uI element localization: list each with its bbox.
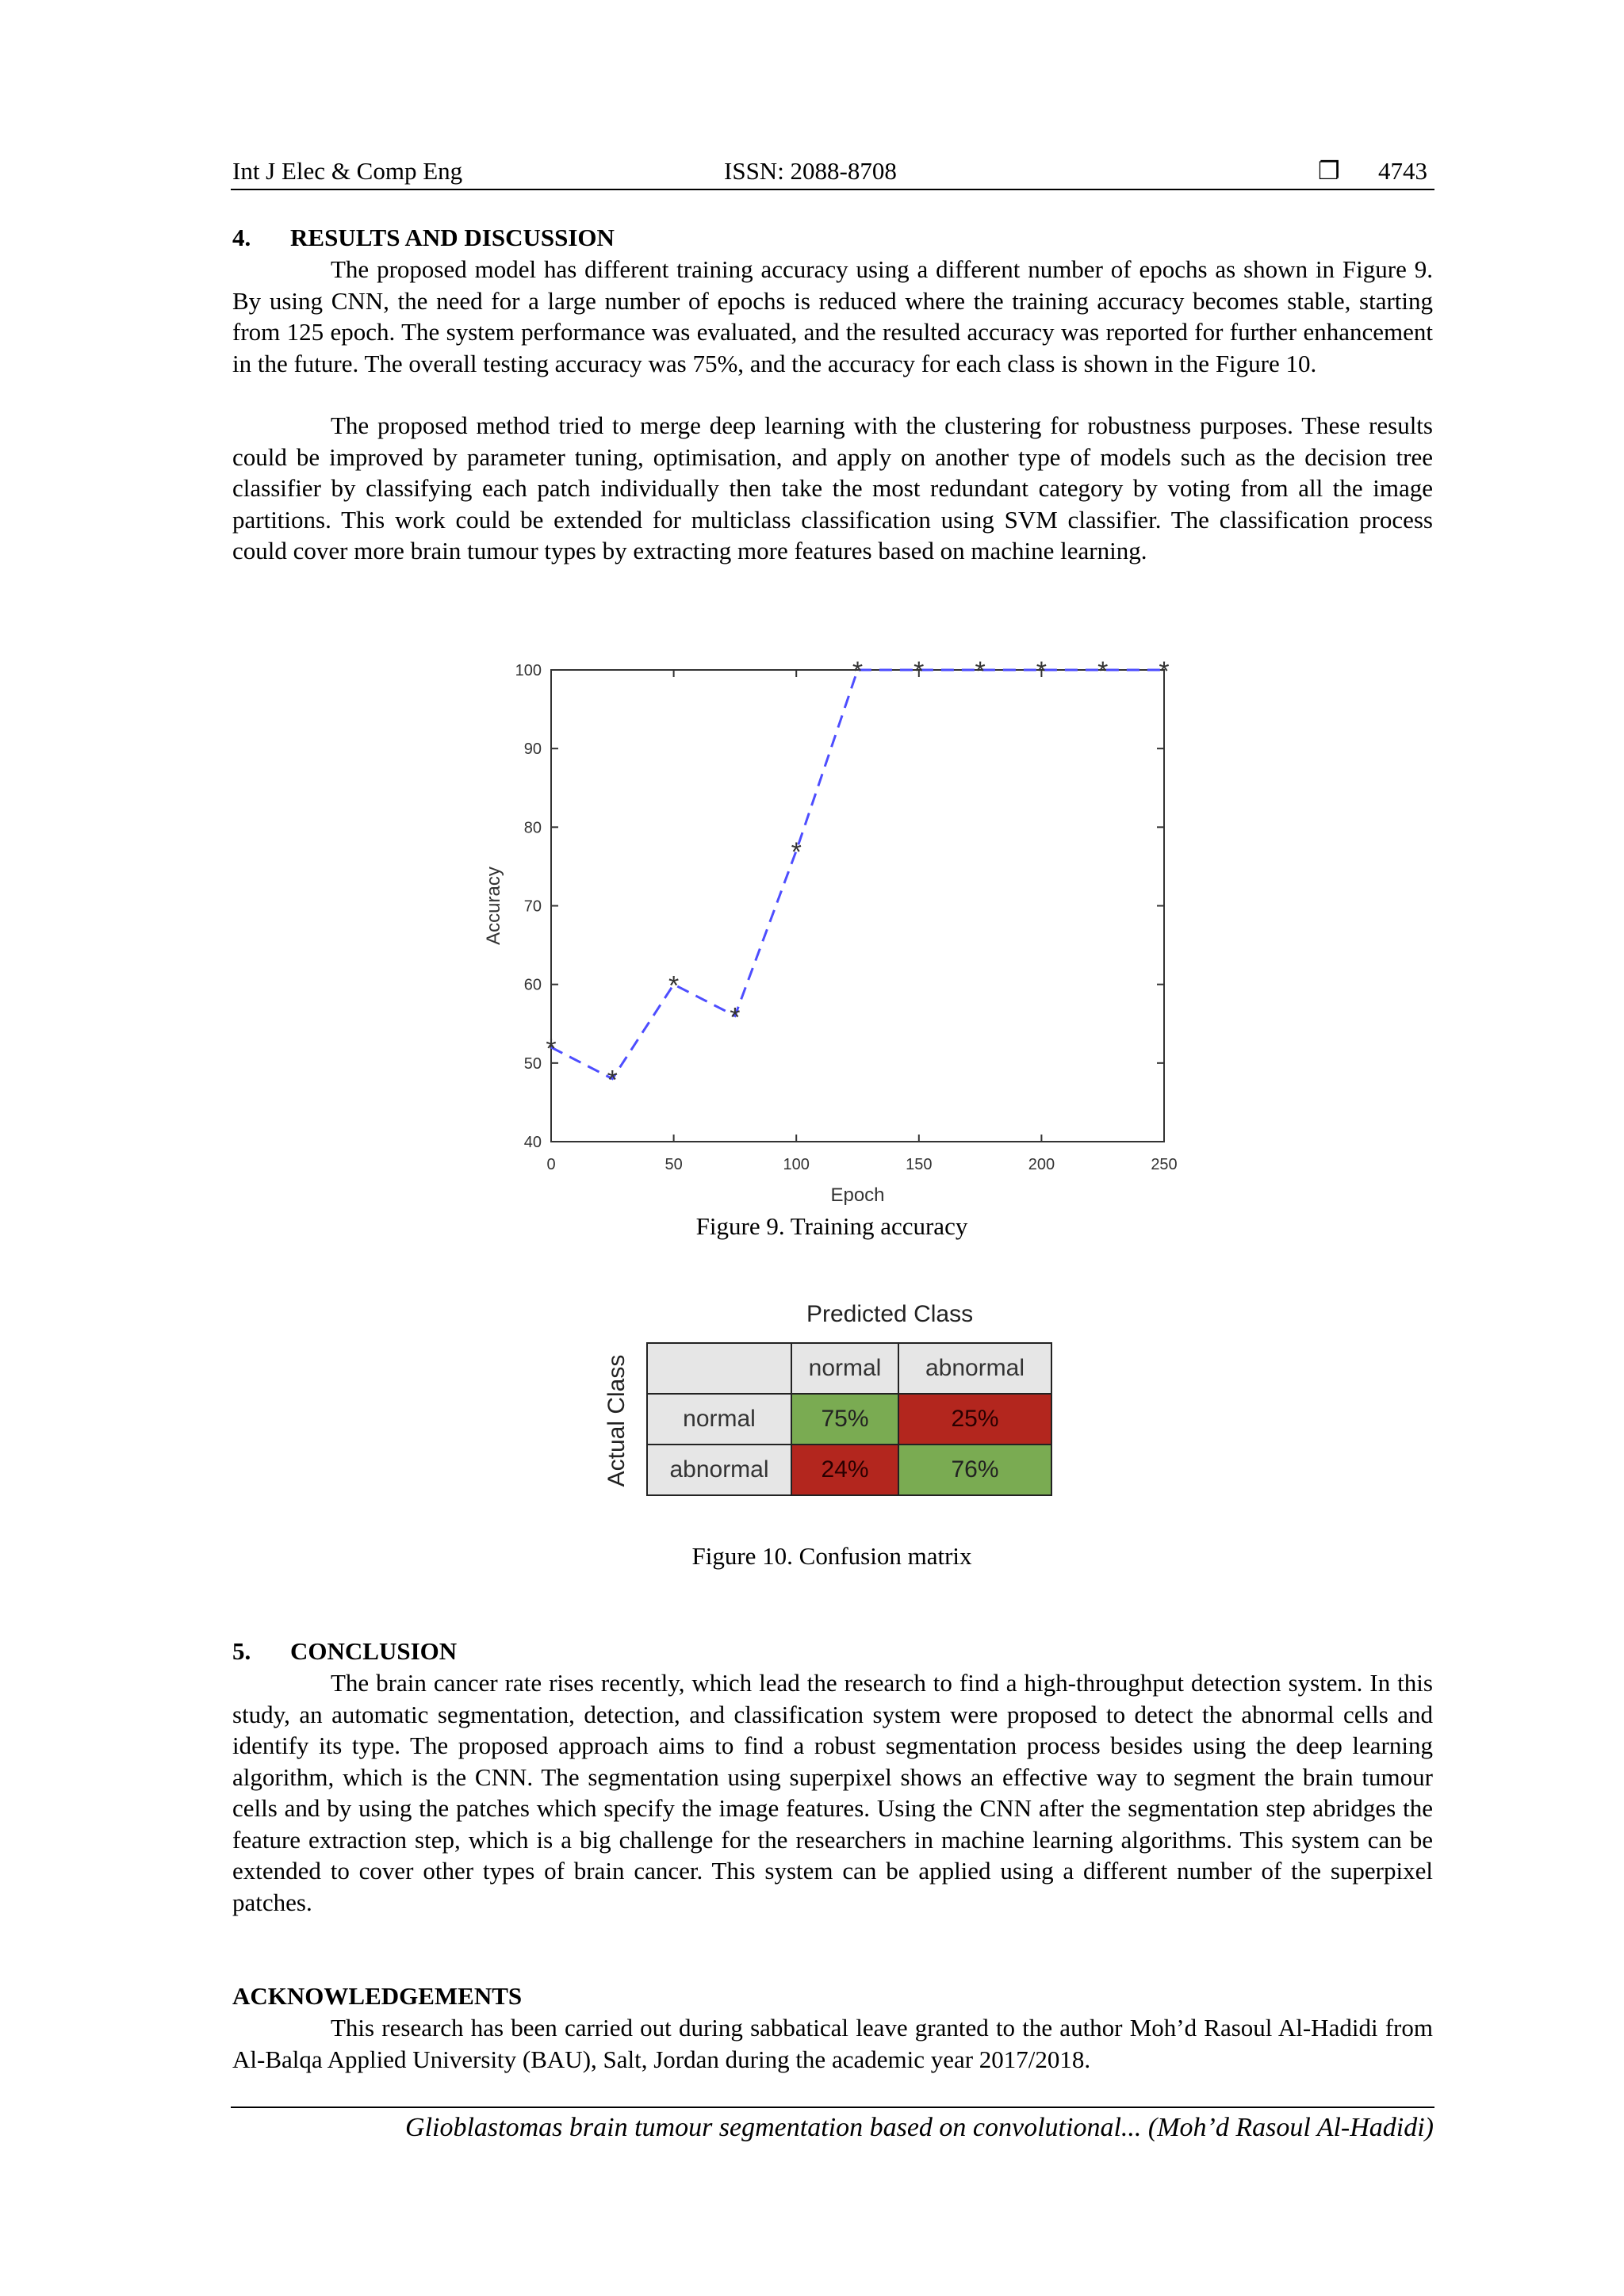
y-tick-label: 60 [523,976,542,994]
section-symbol-icon: ❐ [1318,157,1340,185]
x-tick-label: 100 [783,1156,810,1173]
data-point: * [1036,656,1048,687]
header-rule [231,189,1434,190]
data-point: * [852,656,864,687]
x-tick-label: 250 [1151,1156,1178,1173]
matrix-cell: 24% [791,1444,899,1496]
actual-class-label: Actual Class [603,1354,630,1487]
matrix-corner-cell [646,1342,792,1395]
figure10-caption: Figure 10. Confusion matrix [691,1542,972,1570]
y-axis-label: Accuracy [483,867,504,945]
results-paragraph-2: The proposed method tried to merge deep learning with the clustering for robustness purposes. These results could be improved by parameter tuning, optimisation, and apply on another type of models such as the decision tree classifier by classifying each patch individually then take the most redundant category by voting from all the image partitions. This work could be extended for multiclass classification using SVM classifier. The classification process could cover more brain tumour types by extracting more features based on machine learning. [232,411,1433,564]
y-tick-label: 40 [523,1134,542,1151]
conclusion-paragraph: The brain cancer rate rises recently, which lead the research to find a high-throughput detection system. In this study, an automatic segmentation, detection, and classification system were proposed to detect the abnormal cells and identify its type. The proposed approach aims to find a robust segmentation process besides using the deep learning algorithm, which is the CNN. The segmentation using superpixel shows an effective way to segment the brain tumour cells and by using the patches which specify the image features. Using the CNN after the segmentation step abridges the feature extraction step, which is a big challenge for the researchers in machine learning algorithms. This system can be extended to cover other types of brain cancer. This system can be applied using a different number of the superpixel patches. [232,1669,1433,1916]
page-number: 4743 [1378,157,1427,185]
conclusion-number: 5. [232,1637,251,1665]
matrix-row-header: normal [646,1393,792,1445]
results-paragraph-1: The proposed model has different training accuracy using a different number of epochs as shown in Figure 9. By using CNN, the need for a large number of epochs is reduced where the training accuracy becomes stable, starting from 125 epoch. The system performance was evaluated, and the resulted accuracy was reported for further enhancement in the future. The overall testing accuracy was 75%, and the accuracy for each class is shown in the Figure 10. [232,255,1433,377]
matrix-col-header: normal [791,1342,899,1395]
x-axis-label: Epoch [830,1184,885,1206]
data-point: * [668,970,680,1001]
data-point: * [914,656,925,687]
running-footer: Glioblastomas brain tumour segmentation based on convolutional... (Moh’d Rasoul Al-Hadidi) [405,2113,1434,2142]
results-heading [232,222,615,254]
x-tick-label: 150 [906,1156,933,1173]
y-tick-label: 90 [523,740,542,759]
figure9-caption: Figure 9. Training accuracy [695,1212,968,1240]
y-tick-label: 50 [523,1054,542,1073]
acknowledgements-heading: ACKNOWLEDGEMENTS [232,1982,523,2010]
y-tick-label: 70 [523,897,542,916]
x-tick-label: 50 [665,1156,683,1173]
conclusion-heading [232,1636,457,1667]
data-point: * [1097,656,1109,687]
matrix-col-header: abnormal [898,1342,1052,1395]
data-point: * [730,1002,741,1033]
journal-name: Int J Elec & Comp Eng [232,157,463,185]
results-number: 4. [232,224,251,251]
x-tick-label: 200 [1028,1156,1055,1173]
conclusion-title: CONCLUSION [290,1637,458,1665]
acknowledgements-paragraph: This research has been carried out during sabbatical leave granted to the author Moh’d Rasoul Al-Hadidi from Al-Balqa Applied University (BAU), Salt, Jordan during the academic year 2017/2018. [232,2014,1433,2073]
matrix-cell: 25% [898,1393,1052,1445]
footer-rule [231,2107,1434,2108]
y-tick-label: 80 [523,819,542,837]
data-point: * [546,1034,557,1064]
matrix-cell: 76% [898,1444,1052,1496]
x-tick-label: 0 [546,1156,556,1173]
results-title: RESULTS AND DISCUSSION [290,224,615,251]
issn: ISSN: 2088-8708 [724,157,897,185]
data-point: * [791,837,802,868]
predicted-class-label: Predicted Class [806,1301,974,1327]
data-point: * [1159,656,1170,687]
plot-area [551,670,1164,1142]
y-tick-label: 100 [515,662,542,679]
matrix-row-header: abnormal [646,1444,792,1496]
data-point: * [975,656,986,687]
matrix-cell: 75% [791,1393,899,1445]
training-accuracy-chart [476,650,1189,1206]
data-point: * [607,1065,618,1096]
